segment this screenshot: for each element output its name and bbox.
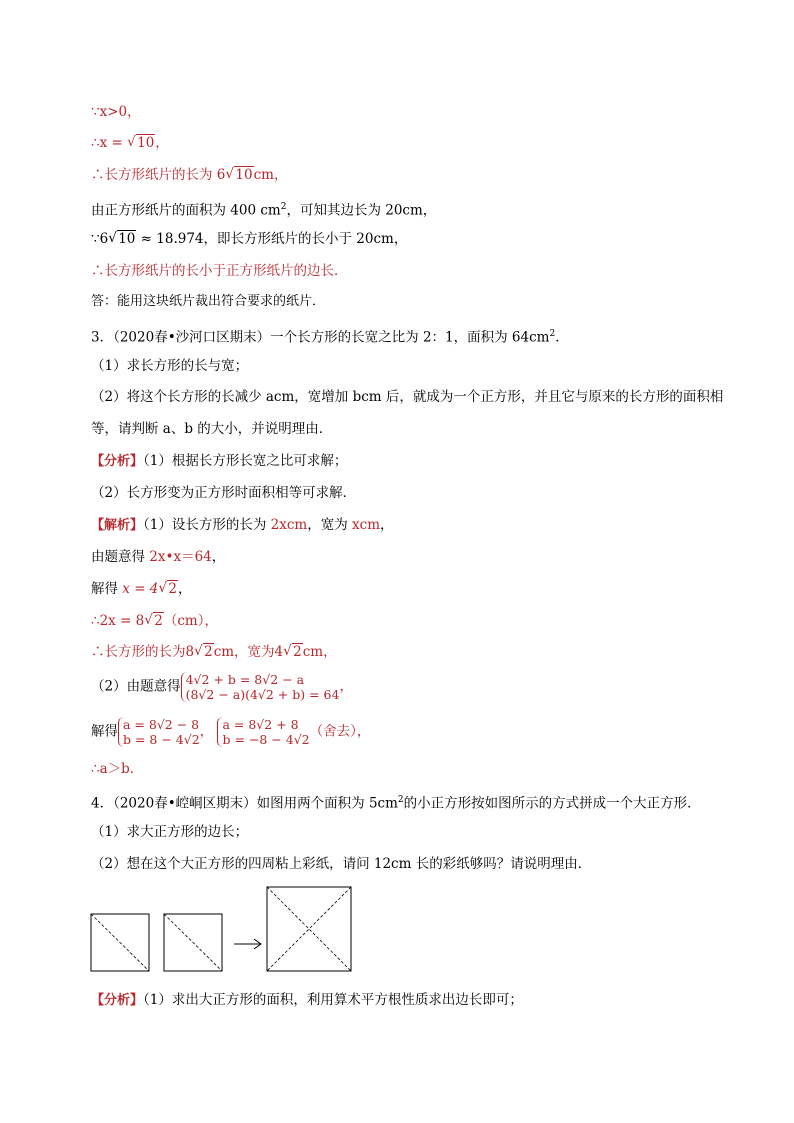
text: ，	[339, 678, 353, 695]
line-x-positive: ∵x>0，	[91, 104, 141, 120]
solution-tag: 【解析】	[91, 518, 144, 533]
small-square-2-diagonal	[164, 914, 222, 971]
text: ∵6	[91, 231, 109, 247]
sqrt-expression	[158, 580, 178, 598]
question-3-title	[91, 325, 569, 347]
text: cm，	[302, 644, 337, 660]
text: ∴x =	[91, 135, 128, 151]
solution-line-3	[91, 580, 192, 598]
question-4-title	[91, 791, 701, 813]
solution-line-6	[91, 670, 353, 703]
text: ．	[555, 329, 569, 346]
radicand: 10	[118, 231, 136, 247]
equation: a = 8√2 + 8	[222, 716, 299, 732]
question-4-part-2: （2）想在这个大正方形的四周粘上彩纸，请问 12cm 长的彩纸够吗？请说明理由．	[91, 856, 592, 872]
text: ，	[199, 723, 214, 740]
analysis-line-1	[91, 452, 347, 471]
analysis-line-3	[91, 991, 523, 1010]
line-rect-length	[91, 166, 287, 184]
text: （1）设长方形的长为	[143, 517, 271, 533]
solution-line-8: ∴a＞b．	[91, 761, 144, 777]
sqrt-expression	[194, 643, 214, 661]
text: cm，	[253, 167, 288, 183]
text: 4．（2020春•崆峒区期末）如图用两个面积为 5cm	[91, 795, 398, 812]
superscript: 2	[397, 795, 404, 805]
equation-system	[118, 717, 200, 747]
text: ∴2x = 8	[91, 613, 145, 629]
superscript: 2	[549, 329, 556, 339]
question-3-part-1: （1）求长方形的长与宽；	[91, 358, 249, 374]
text: （cm），	[163, 613, 218, 629]
equation: 4√2 + b = 8√2 − a	[185, 671, 305, 687]
expr: x = 4	[122, 581, 159, 597]
small-square-1-diagonal	[91, 914, 149, 971]
sqrt-expression	[144, 612, 164, 630]
text: （1）根据长方形长宽之比可求解；	[143, 453, 348, 469]
text: 3．（2020春•沙河口区期末）一个长方形的长宽之比为 2：1，面积为 64cm	[91, 329, 550, 346]
equation: (8√2 − a)(4√2 + b) = 64	[185, 686, 340, 702]
text: （舍去），	[309, 723, 371, 740]
squares-figure	[88, 885, 358, 977]
radicand: 2	[154, 613, 163, 629]
text: cm，宽为4	[213, 644, 284, 660]
solution-line-1	[91, 516, 394, 535]
text: ，可知其边长为 20cm，	[286, 202, 437, 219]
text: 由正方形纸片的面积为 400 cm	[91, 202, 281, 219]
analysis-tag: 【分析】	[91, 454, 144, 469]
question-3-part-2b: 等，请判断 a、b 的大小，并说明理由．	[91, 421, 333, 437]
sqrt-expression	[108, 230, 136, 248]
text: ∴长方形纸片的长为 6	[91, 167, 226, 183]
text: ∴长方形的长为8	[91, 644, 195, 660]
radicand: 2	[293, 644, 302, 660]
superscript: 2	[280, 202, 287, 212]
expr: 2x•x＝64	[149, 549, 212, 565]
equation-system	[181, 672, 340, 702]
line-square-area	[91, 198, 436, 220]
radicand: 2	[168, 581, 177, 597]
sqrt-expression	[225, 166, 253, 184]
line-approx	[91, 230, 407, 248]
equation: a = 8√2 − 8	[123, 716, 200, 732]
text: ，	[380, 517, 394, 533]
sqrt-expression	[127, 134, 155, 152]
solution-line-5	[91, 643, 337, 661]
expr: 2xcm	[270, 517, 308, 533]
line-conclusion: ∴长方形纸片的长小于正方形纸片的边长．	[91, 263, 348, 279]
text: （2）由题意得	[91, 678, 181, 695]
line-x-value	[91, 134, 169, 152]
question-3-part-2a: （2）将这个长方形的长减少 acm，宽增加 bcm 后，就成为一个正方形，并且它与原来的长方形的面积相	[91, 389, 724, 405]
radicand: 2	[204, 644, 213, 660]
text: 由题意得	[91, 549, 150, 565]
analysis-line-2: （2）长方形变为正方形时面积相等可求解．	[91, 485, 357, 501]
solution-line-7	[91, 715, 370, 748]
text: ，	[155, 135, 169, 151]
text: ，宽为	[307, 517, 353, 533]
radicand: 10	[235, 167, 253, 183]
sqrt-expression	[283, 643, 303, 661]
equation: b = 8 − 4√2	[123, 731, 200, 747]
question-4-part-1: （1）求大正方形的边长；	[91, 824, 249, 840]
radicand: 10	[137, 135, 155, 151]
equation-system	[217, 717, 309, 747]
text: ，	[178, 581, 192, 597]
text: （1）求出大正方形的面积，利用算术平方根性质求出边长即可；	[143, 992, 523, 1008]
equation: b = −8 − 4√2	[222, 731, 310, 747]
text: ≈ 18.974，即长方形纸片的长小于 20cm，	[136, 231, 408, 247]
expr: xcm	[352, 517, 381, 533]
solution-line-2	[91, 548, 225, 566]
text: 解得	[91, 581, 123, 597]
text: 的小正方形按如图所示的方式拼成一个大正方形．	[403, 795, 701, 812]
solution-line-4	[91, 612, 218, 630]
analysis-tag: 【分析】	[91, 993, 144, 1008]
line-answer: 答：能用这块纸片裁出符合要求的纸片．	[91, 294, 326, 309]
text: 解得	[91, 723, 118, 740]
text: ，	[211, 549, 226, 565]
